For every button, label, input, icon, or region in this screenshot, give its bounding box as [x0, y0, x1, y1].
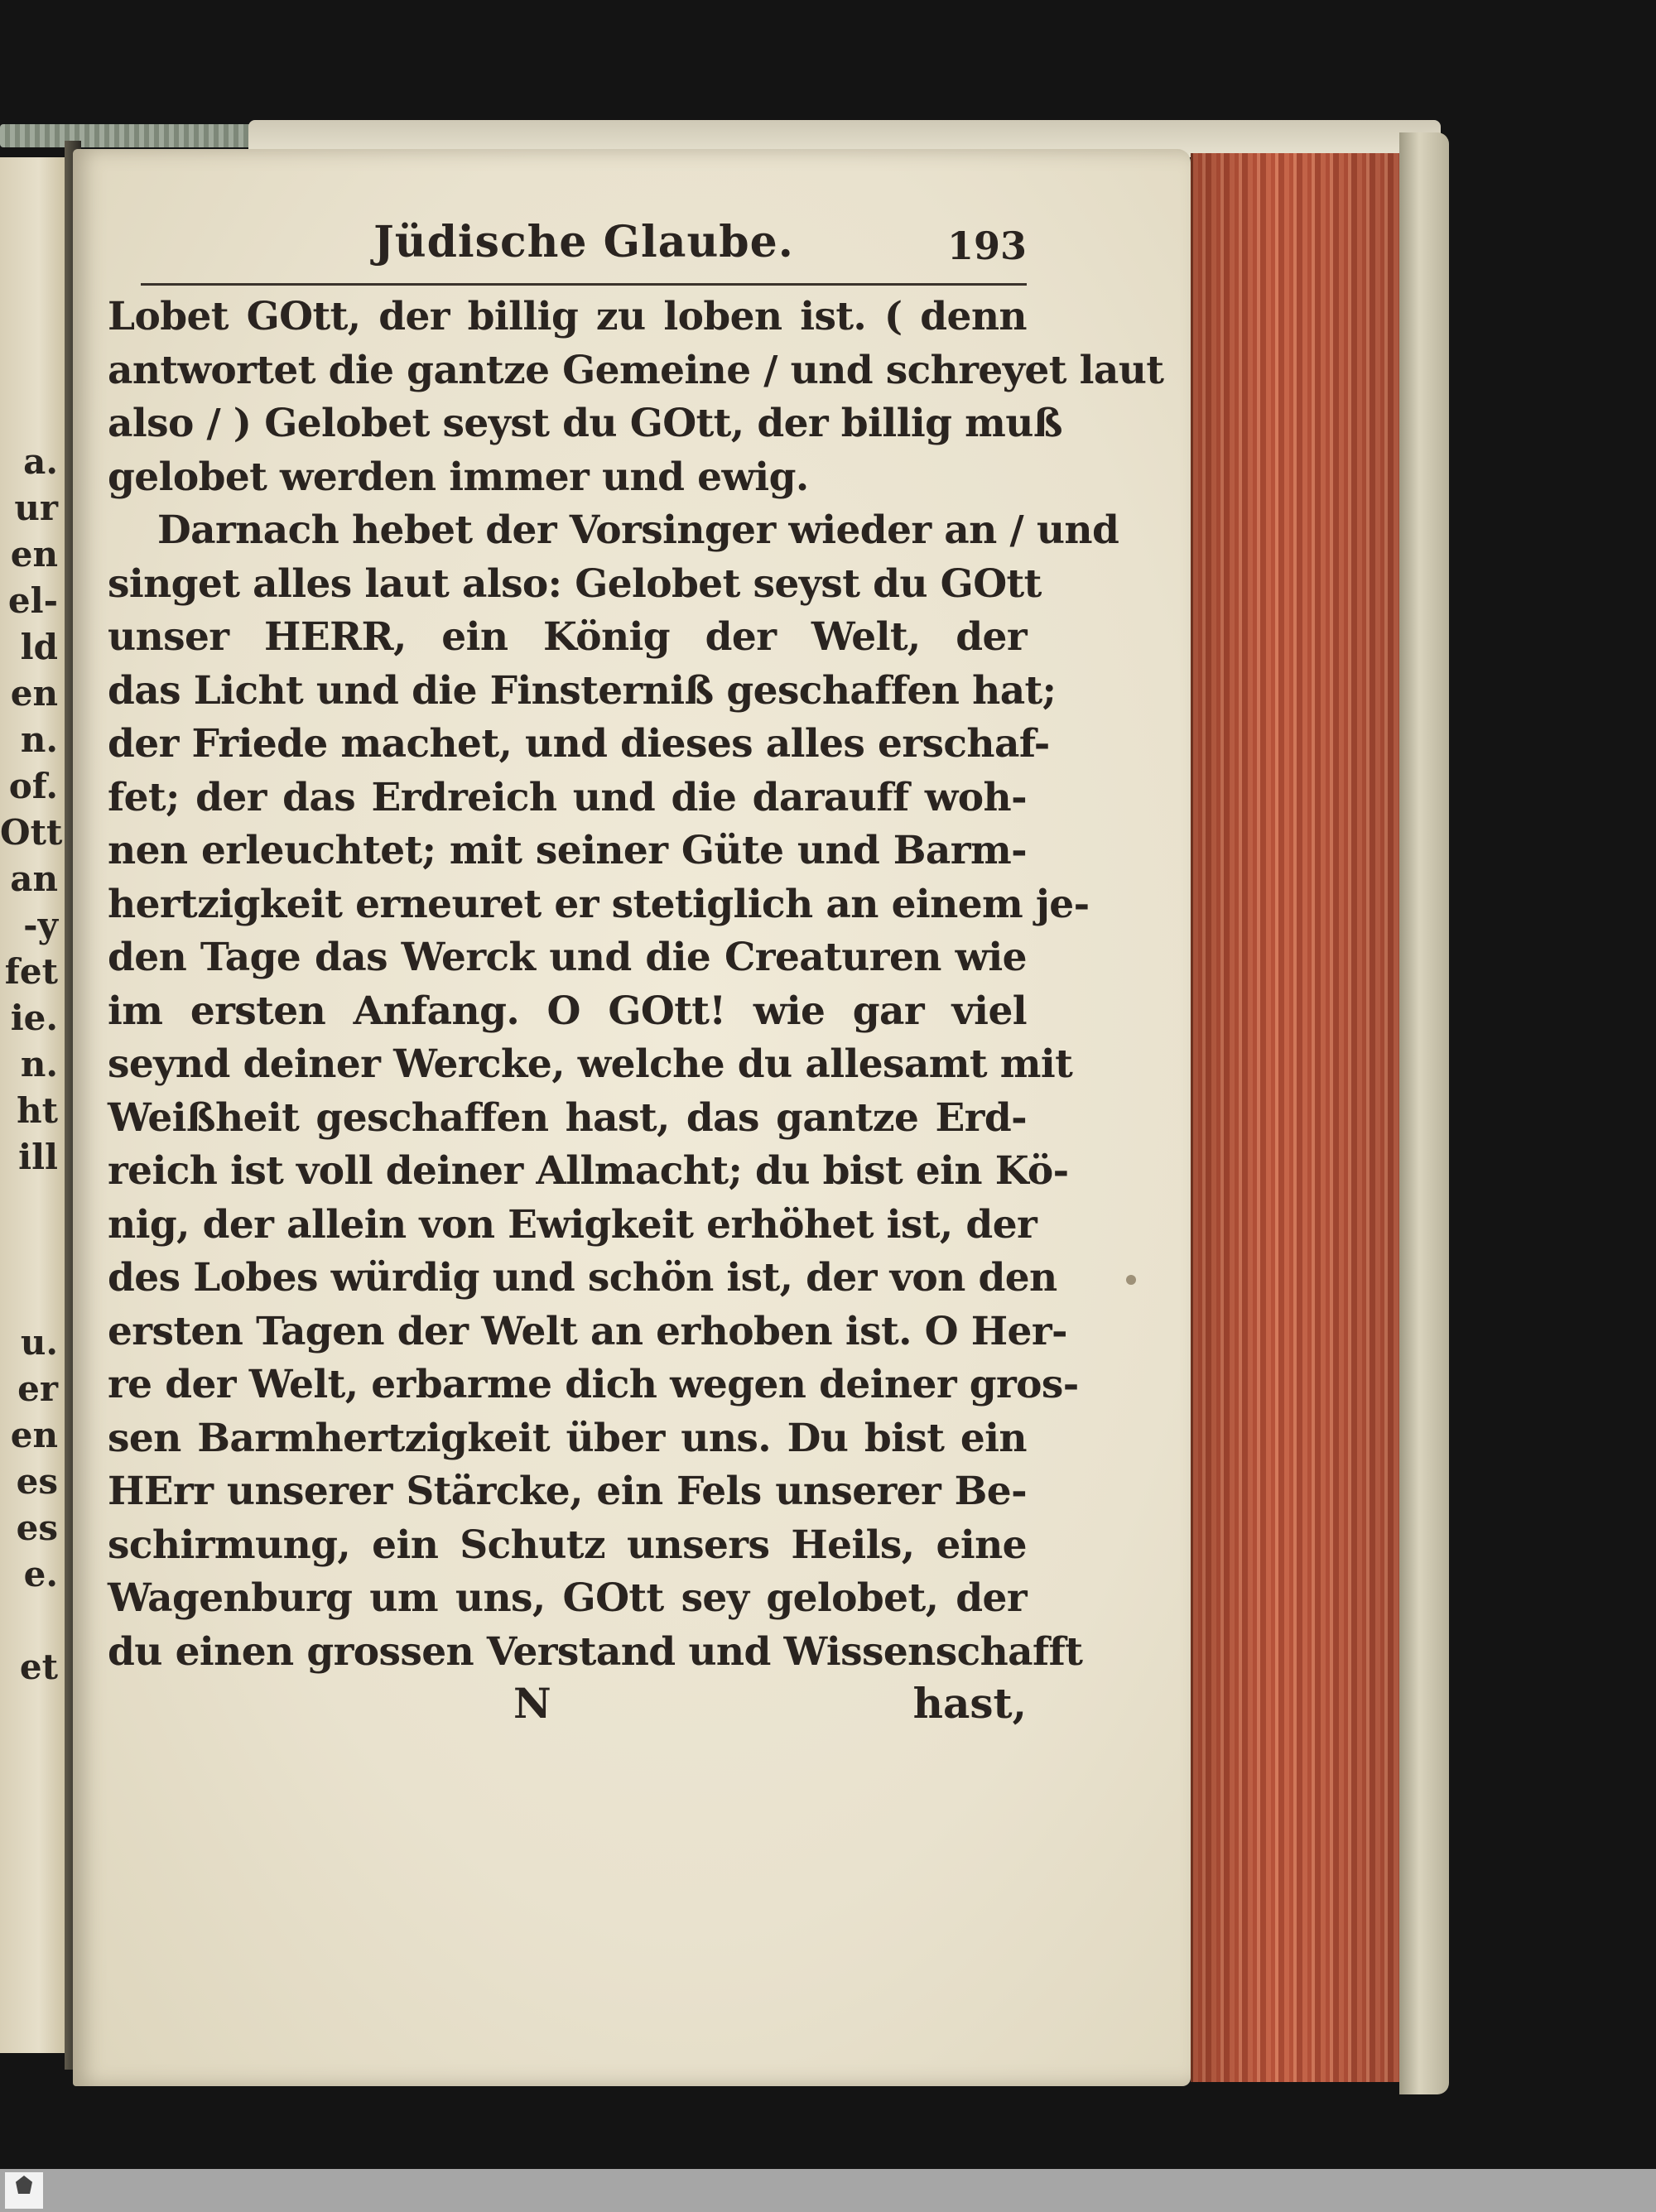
left-page-fragment: es	[16, 1461, 58, 1502]
left-page-fragment: u.	[20, 1322, 58, 1363]
left-page-fragment: er	[17, 1368, 58, 1409]
text-line: sen Barmhertzigkeit über uns. Du bist ein	[108, 1415, 1027, 1461]
page-number: 193	[946, 224, 1027, 268]
text-line: Darnach hebet der Vorsinger wieder an / und	[157, 507, 1119, 553]
text-line: du einen grossen Verstand und Wissenschafft	[108, 1628, 1083, 1675]
left-page-fragment: n.	[20, 719, 58, 760]
left-page-fragment: ht	[17, 1090, 58, 1131]
page-footer	[108, 1679, 1027, 1737]
left-page-fragment: an	[10, 858, 58, 899]
left-page-fragment: of.	[8, 766, 58, 806]
text-line: das Licht und die Finsterniß geschaffen hat;	[108, 667, 1057, 714]
text-line: der Friede machet, und dieses alles erschaf-	[108, 721, 1050, 767]
text-line: des Lobes würdig und schön ist, der von den	[108, 1255, 1057, 1301]
left-page-fragment	[0, 1273, 58, 1320]
left-page-text-fragments	[0, 439, 63, 1690]
left-page-fragment: en	[10, 673, 58, 714]
left-page-fragment	[0, 1598, 58, 1644]
text-line: schirmung, ein Schutz unsers Heils, eine	[108, 1522, 1027, 1568]
text-line: den Tage das Werck und die Creaturen wie	[108, 935, 1027, 980]
left-page-fragment: n.	[20, 1044, 58, 1084]
text-line: gelobet werden immer und ewig.	[108, 454, 809, 500]
text-line: Lobet GOtt, der billig zu loben ist. ( denn	[108, 294, 1027, 339]
library-logo[interactable]	[5, 2172, 43, 2209]
text-line: ersten Tagen der Welt an erhoben ist. O Her-	[108, 1308, 1067, 1354]
body-text	[108, 291, 1164, 1679]
page-text-block	[108, 215, 1164, 1737]
text-line: also / ) Gelobet seyst du GOtt, der billig muß	[108, 401, 1062, 446]
left-page-fragment	[0, 1227, 58, 1273]
book-cover-board	[1399, 132, 1449, 2094]
left-page-fragment: ur	[14, 488, 58, 528]
left-page-fragment: es	[16, 1508, 58, 1548]
text-line: im ersten Anfang. O GOtt! wie gar viel	[108, 988, 1027, 1034]
viewer-bottom-bar	[0, 2169, 1656, 2212]
library-crest-icon	[16, 2176, 32, 2194]
left-page-fragment: ld	[20, 627, 58, 667]
text-line: singet alles laut also: Gelobet seyst du GOtt	[108, 560, 1042, 607]
text-line: reich ist voll deiner Allmacht; du bist ein Kö-	[108, 1148, 1069, 1194]
left-facing-page	[0, 157, 66, 2053]
catchword: hast,	[912, 1679, 1027, 1728]
left-page-fragment: en	[10, 534, 58, 575]
text-line: seynd deiner Wercke, welche du allesamt mit	[108, 1041, 1073, 1087]
left-page-fragment: en	[10, 1415, 58, 1455]
left-page-fragment: a.	[23, 441, 58, 482]
text-line: Wagenburg um uns, GOtt sey gelobet, der	[108, 1575, 1027, 1621]
text-line: hertzigkeit erneuret er stetiglich an einem je-	[108, 881, 1090, 927]
paper-stain	[1126, 1275, 1136, 1285]
running-title: Jüdische Glaube.	[373, 217, 794, 267]
book-headband	[0, 124, 257, 147]
text-line: fet; der das Erdreich und die darauff woh-	[108, 774, 1027, 820]
left-page-fragment: el-	[7, 580, 58, 621]
text-line: Weißheit geschaffen hast, das gantze Erd-	[108, 1094, 1027, 1141]
left-page-fragment: Ott	[0, 812, 63, 853]
text-line: nig, der allein von Ewigkeit erhöhet ist, der	[108, 1201, 1037, 1248]
text-line: HErr unserer Stärcke, ein Fels unserer Be-	[108, 1469, 1027, 1514]
left-page-fragment: ie.	[10, 998, 58, 1038]
left-page-fragment: e.	[23, 1554, 58, 1594]
text-line: re der Welt, erbarme dich wegen deiner gros-	[108, 1362, 1079, 1407]
left-page-fragment: ill	[18, 1137, 58, 1177]
text-line: nen erleuchtet; mit seiner Güte und Barm-	[108, 828, 1027, 873]
left-page-fragment: fet	[4, 951, 58, 992]
fore-edge-shading	[1191, 153, 1406, 2082]
left-page-fragment	[0, 1181, 58, 1227]
signature-mark: N	[513, 1679, 551, 1728]
running-head	[141, 215, 1027, 286]
left-page-fragment: et	[19, 1647, 58, 1687]
text-line: unser HERR, ein König der Welt, der	[108, 614, 1027, 660]
left-page-fragment: -y	[23, 905, 58, 945]
text-line: antwortet die gantze Gemeine / und schreyet laut	[108, 347, 1164, 393]
